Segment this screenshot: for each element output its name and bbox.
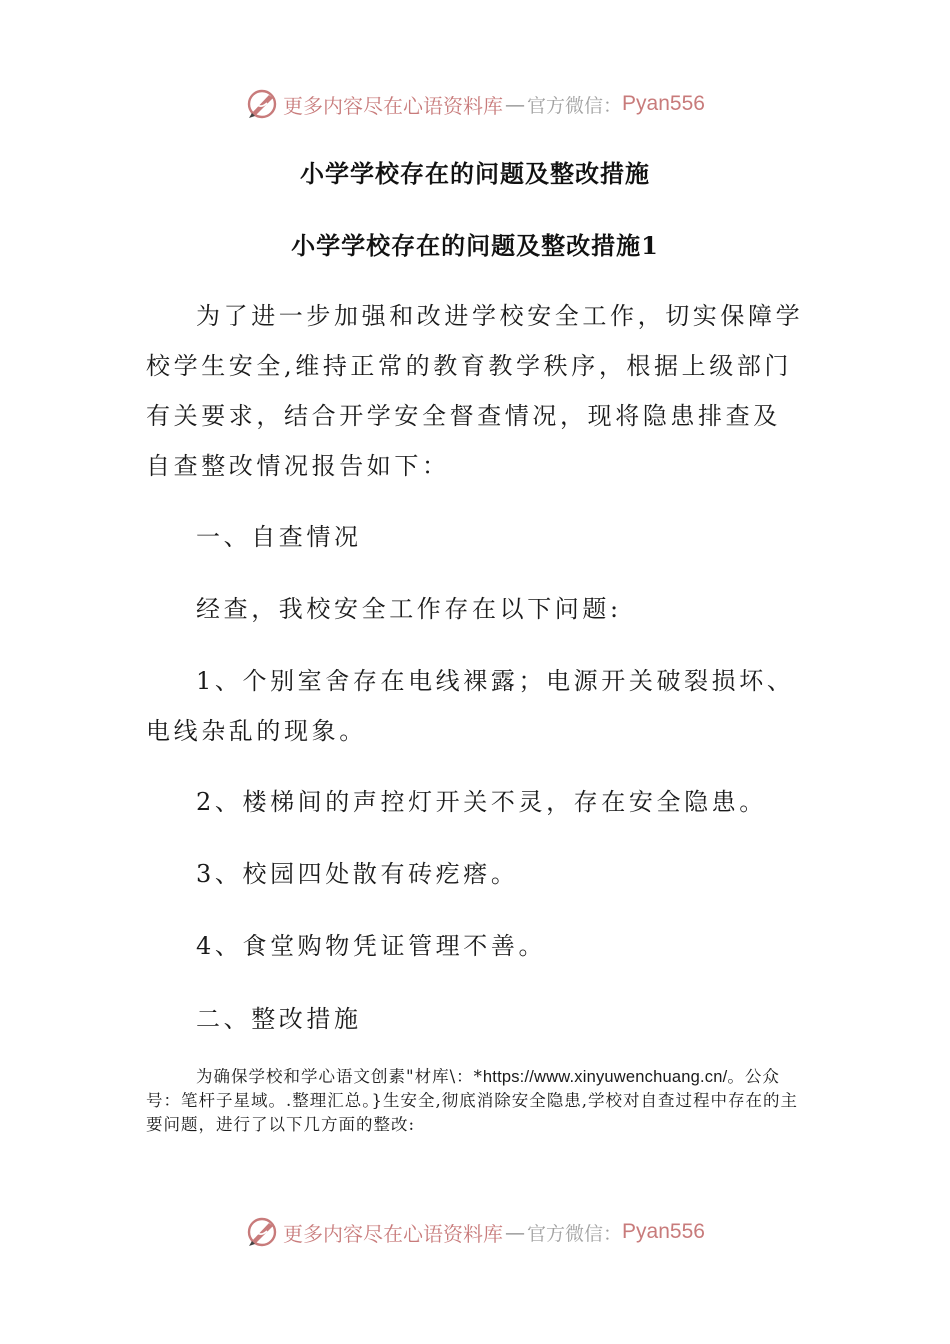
banner-text: 更多内容尽在心语资料库	[283, 1221, 504, 1246]
pen-logo-icon	[245, 1215, 279, 1249]
issue-item: 1、个别室舍存在电线裸露；电源开关破裂损坏、电线杂乱的现象。	[146, 667, 795, 745]
issue-item: 3、校园四处散有砖疙瘩。	[196, 860, 519, 888]
section-heading-rectification: 二、整改措施	[196, 1005, 362, 1033]
banner-text: 更多内容尽在心语资料库	[283, 93, 504, 118]
check-result-paragraph: 经查，我校安全工作存在以下问题:	[196, 595, 622, 623]
section-heading-self-check: 一、自查情况	[196, 523, 362, 551]
document-subtitle: 小学学校存在的问题及整改措施1	[291, 231, 659, 260]
banner-wechat-id: Pyan556	[622, 92, 705, 115]
banner-wechat-id: Pyan556	[622, 1220, 705, 1243]
banner-dash: —	[505, 92, 526, 116]
rectification-intro-paragraph	[146, 1065, 808, 1137]
document-title: 小学学校存在的问题及整改措施	[300, 159, 650, 188]
banner-wechat-label: 官方微信：	[527, 1222, 623, 1245]
banner-wechat-label: 官方微信：	[527, 94, 623, 117]
pen-logo-icon	[245, 87, 279, 121]
small-text-part1: 为确保学校和学心语文创素"材库\：*	[196, 1067, 483, 1086]
small-text-part2: 。公众号：笔杆子星域。.整理汇总。}生安全,彻底消除安全隐患,学校对自查过程中存在的主要问题，进行了以下几方面的整改:	[146, 1067, 798, 1134]
intro-paragraph: 为了进一步加强和改进学校安全工作，切实保障学校学生安全,维持正常的教育教学秩序，根据上级部门有关要求，结合开学安全督查情况，现将隐患排查及自查整改情况报告如下：	[146, 302, 804, 480]
issue-item: 2、楼梯间的声控灯开关不灵，存在安全隐患。	[196, 788, 767, 816]
banner-dash: —	[505, 1220, 526, 1244]
footer-banner	[0, 1212, 950, 1252]
source-url-link[interactable]: https://www.xinyuwenchuang.cn/	[482, 1068, 728, 1086]
issue-item: 4、食堂购物凭证管理不善。	[196, 932, 547, 960]
header-banner	[0, 84, 950, 124]
